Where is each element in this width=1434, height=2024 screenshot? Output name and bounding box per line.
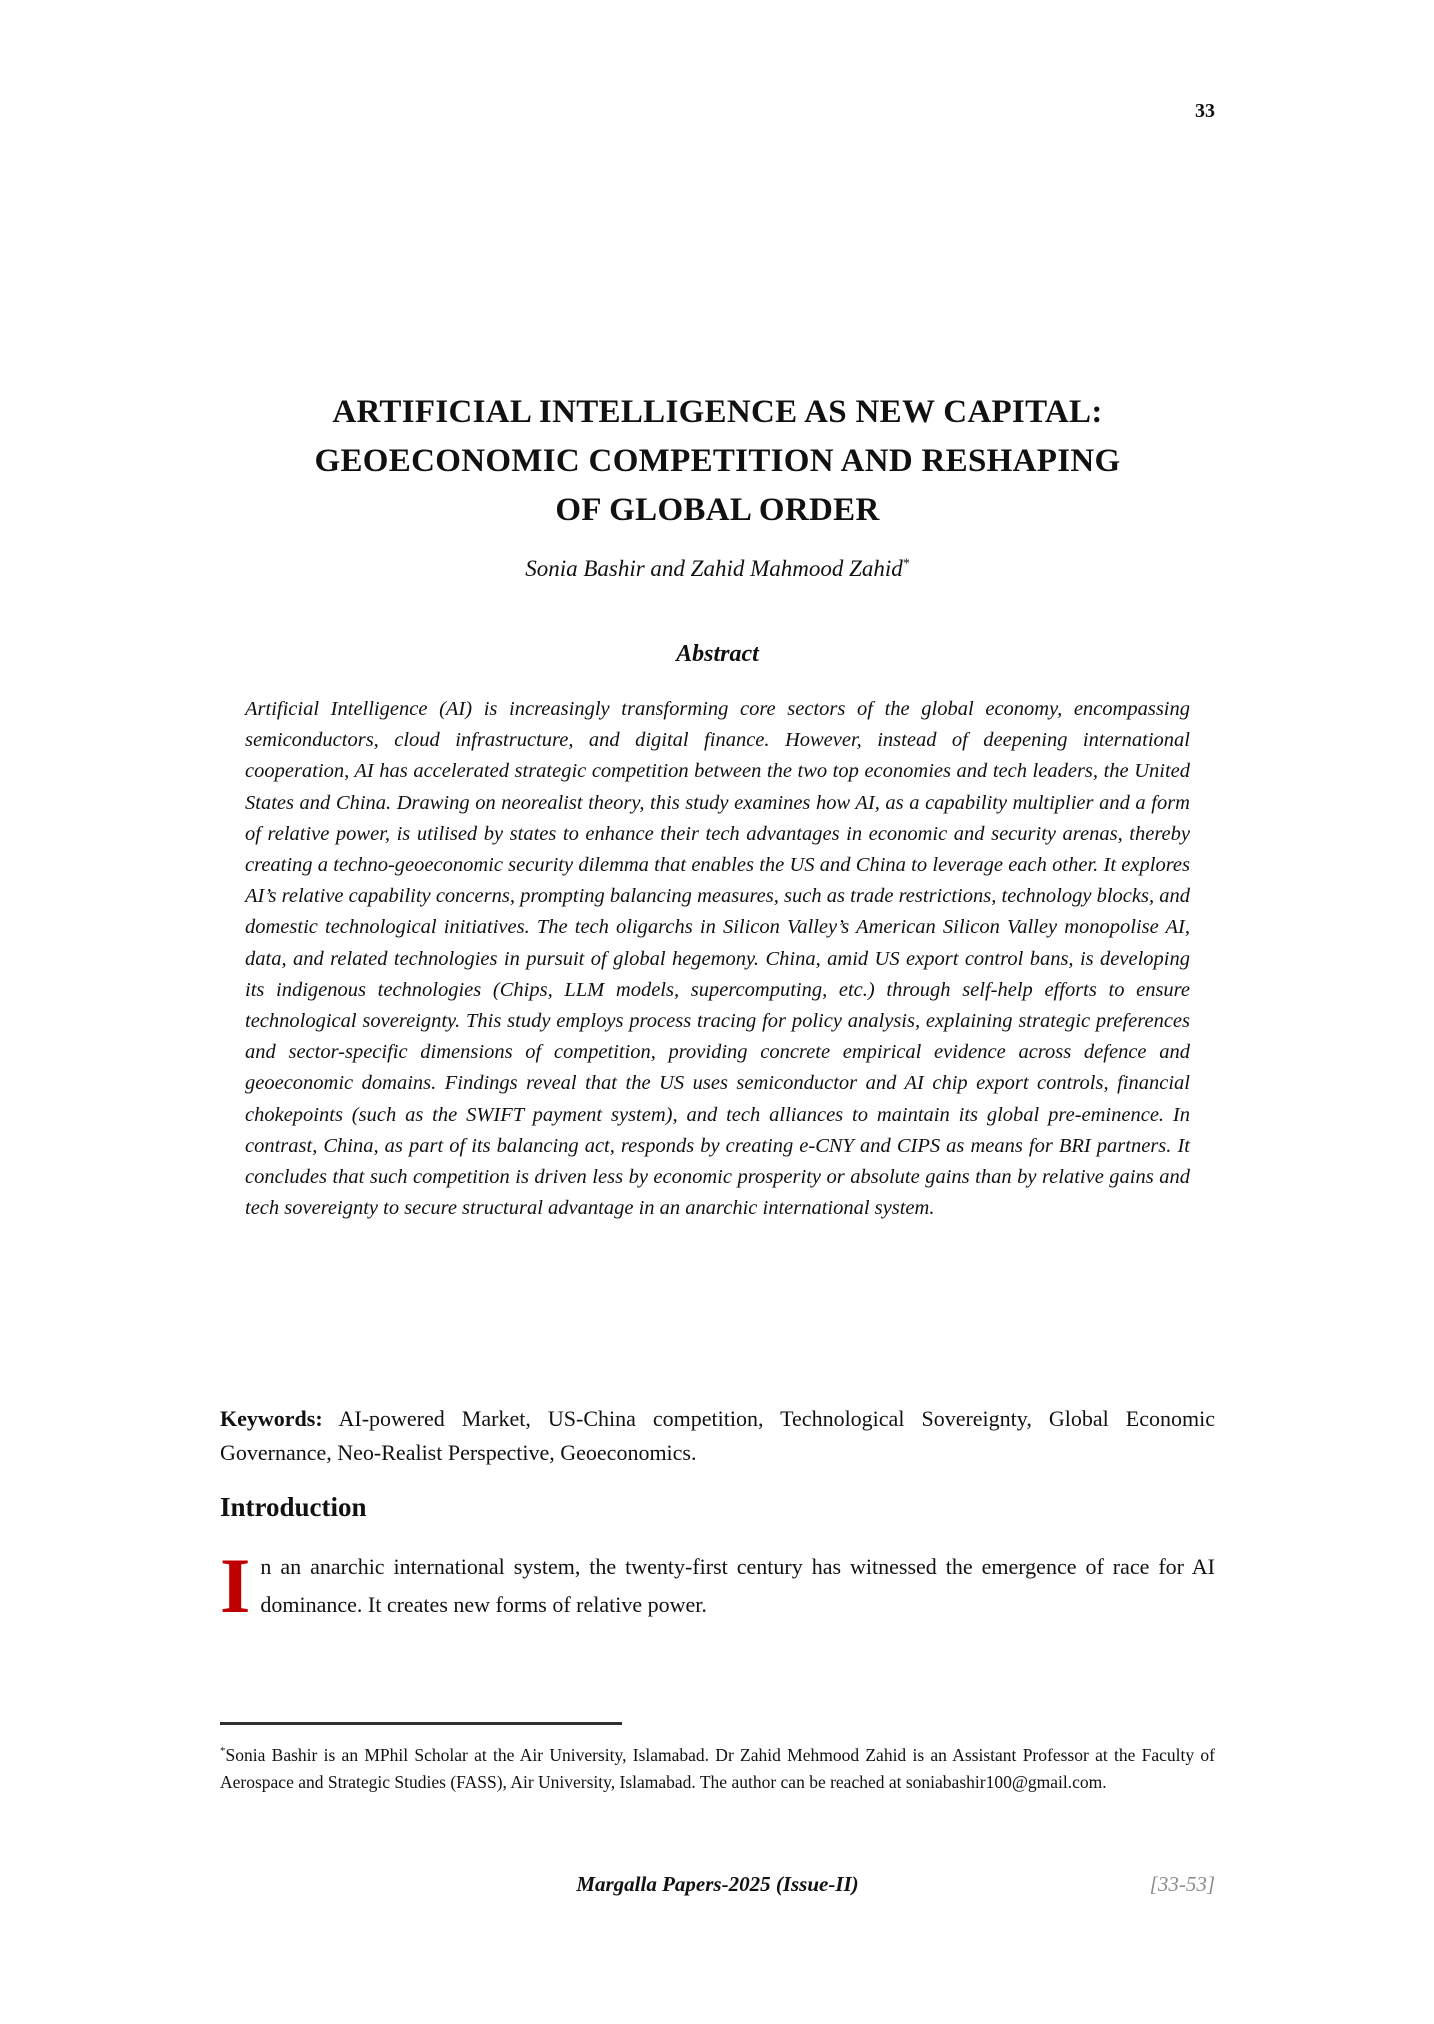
article-title-line-2: GEOECONOMIC COMPETITION AND RESHAPING	[314, 443, 1121, 479]
footnote-text: Sonia Bashir is an MPhil Scholar at the Air University, Islamabad. Dr Zahid Mehmood Zahid is an Assistant Professor at the Faculty of Aerospace and Strategic Studies (FASS), Air University, Islamabad. The author can be reached at soniabashir100@gmail.com.	[220, 1744, 1215, 1792]
footer-page-range: [33-53]	[1149, 1872, 1215, 1896]
introduction-text: n an anarchic international system, the twenty-first century has witnessed the emergence of race for AI dominance. It creates new forms of relative power.	[260, 1554, 1215, 1617]
footnote	[220, 1738, 1215, 1796]
keywords-label: Keywords:	[220, 1406, 323, 1431]
introduction-paragraph	[220, 1542, 1215, 1629]
abstract-heading: Abstract	[676, 641, 759, 667]
dropcap-letter: I	[220, 1542, 251, 1629]
byline	[220, 556, 1215, 582]
footnote-marker: *	[220, 1745, 226, 1757]
page-number: 33	[1195, 100, 1215, 122]
section-heading-introduction: Introduction	[220, 1492, 367, 1522]
author-note-marker: *	[902, 556, 910, 572]
keywords-text: AI-powered Market, US-China competition, Technological Sovereignty, Global Economic Governance, Neo-Realist Perspective, Geoeconomics.	[220, 1406, 1215, 1465]
abstract-text: Artificial Intelligence (AI) is increasingly transforming core sectors of the global economy, encompassing semiconductors, cloud infrastructure, and digital finance. However, instead of deepening international cooperation, AI has accelerated strategic competition between the two top economies and tech leaders, the United States and China. Drawing on neorealist theory, this study examines how AI, as a capability multiplier and a form of relative power, is utilised by states to enhance their tech advantages in economic and security arenas, thereby creating a techno-geoeconomic security dilemma that enables the US and China to leverage each other. It explores AI’s relative capability concerns, prompting balancing measures, such as trade restrictions, technology blocks, and domestic technological initiatives. The tech oligarchs in Silicon Valley’s American Silicon Valley monopolise AI, data, and related technologies in pursuit of global hegemony. China, amid US export control bans, is developing its indigenous technologies (Chips, LLM models, supercomputing, etc.) through self-help efforts to ensure technological sovereignty. This study employs process tracing for policy analysis, explaining strategic preferences and sector-specific dimensions of competition, providing concrete empirical evidence across defence and geoeconomic domains. Findings reveal that the US uses semiconductor and AI chip export controls, financial chokepoints (such as the SWIFT payment system), and tech alliances to maintain its global pre-eminence. In contrast, China, as part of its balancing act, responds by creating e-CNY and CIPS as means for BRI partners. It concludes that such competition is driven less by economic prosperity or absolute gains than by relative gains and tech sovereignty to secure structural advantage in an anarchic international system.	[245, 698, 1190, 1220]
article-title	[220, 388, 1215, 535]
article-title-line-1: ARTIFICIAL INTELLIGENCE AS NEW CAPITAL:	[332, 394, 1103, 430]
article-title-line-3: OF GLOBAL ORDER	[555, 492, 880, 528]
footnote-separator-rule	[220, 1722, 622, 1725]
footer-journal-title: Margalla Papers-2025 (Issue-II)	[576, 1872, 859, 1896]
keywords	[220, 1402, 1215, 1470]
authors: Sonia Bashir and Zahid Mahmood Zahid	[525, 556, 903, 581]
